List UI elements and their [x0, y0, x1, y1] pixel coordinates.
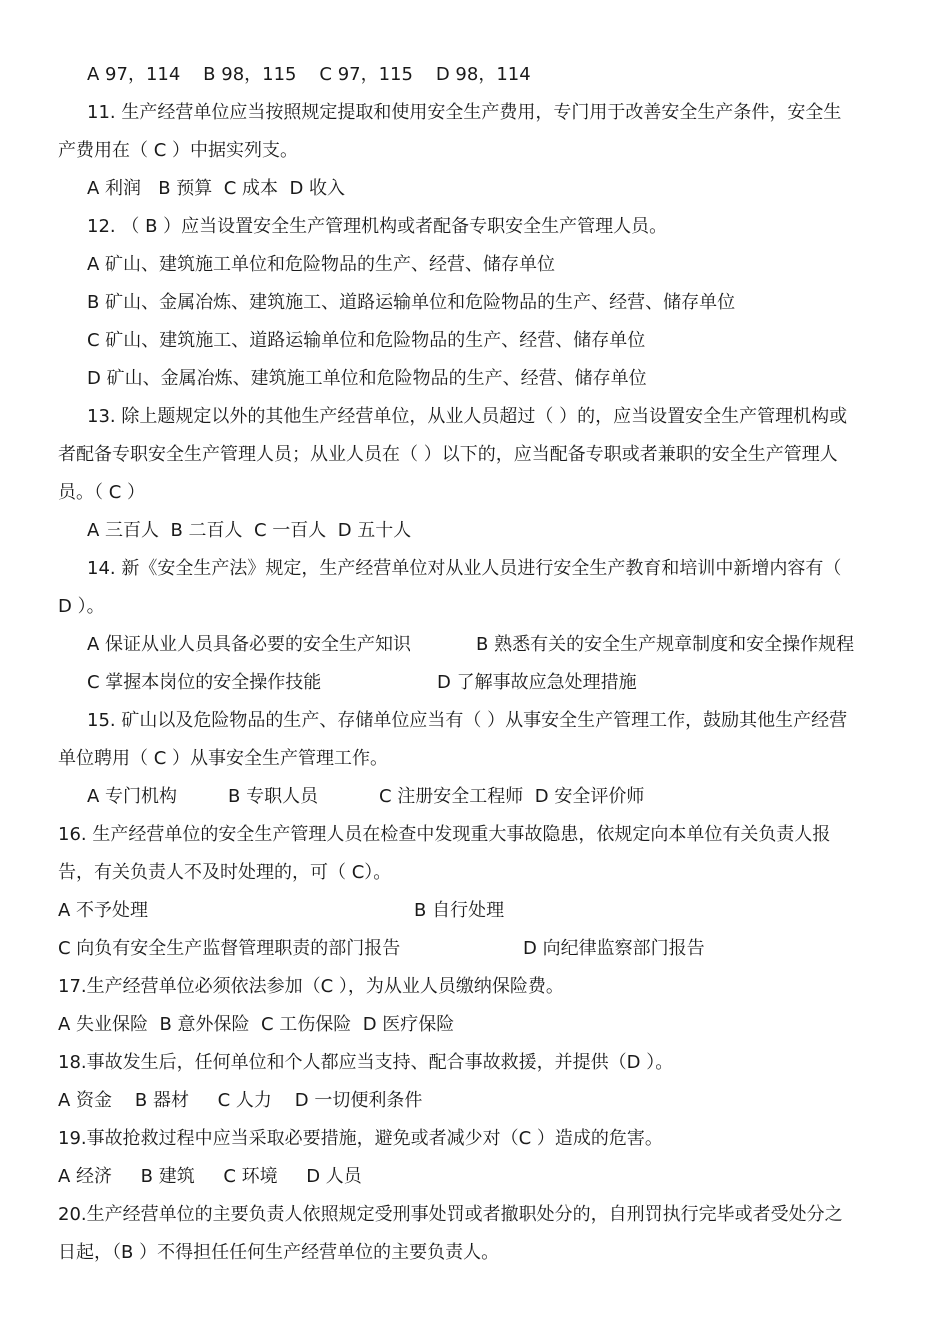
q13-options: A 三百人 B 二百人 C 一百人 D 五十人	[87, 520, 412, 541]
q16-option-b: B 自行处理	[414, 900, 505, 921]
q17-options: A 失业保险 B 意外保险 C 工伤保险 D 医疗保险	[58, 1014, 455, 1035]
q12-option-c: C 矿山、建筑施工、道路运输单位和危险物品的生产、经营、储存单位	[87, 330, 646, 351]
q15-option-b: B 专职人员	[228, 786, 319, 807]
q19-text: 19.事故抢救过程中应当采取必要措施，避免或者减少对（C ）造成的危害。	[58, 1128, 663, 1149]
q14-option-b: B 熟悉有关的安全生产规章制度和安全操作规程	[476, 634, 855, 655]
q18-text: 18.事故发生后，任何单位和个人都应当支持、配合事故救援，并提供（D ）。	[58, 1052, 674, 1073]
q19-options: A 经济 B 建筑 C 环境 D 人员	[58, 1166, 362, 1187]
q20-text-line2: 日起，（B ）不得担任任何生产经营单位的主要负责人。	[58, 1242, 500, 1263]
q12-option-d: D 矿山、金属冶炼、建筑施工单位和危险物品的生产、经营、储存单位	[87, 368, 647, 389]
q14-text-line1: 14. 新《安全生产法》规定，生产经营单位对从业人员进行安全生产教育和培训中新增内容有（	[87, 558, 842, 579]
q16-option-a: A 不予处理	[58, 900, 149, 921]
q15-option-a: A 专门机构	[87, 786, 178, 807]
q11-text-line1: 11. 生产经营单位应当按照规定提取和使用安全生产费用，专门用于改善安全生产条件，安全生	[87, 102, 842, 123]
q12-option-b: B 矿山、金属冶炼、建筑施工、道路运输单位和危险物品的生产、经营、储存单位	[87, 292, 736, 313]
q11-options: A 利润 B 预算 C 成本 D 收入	[87, 178, 346, 199]
q12-text: 12. （ B ）应当设置安全生产管理机构或者配备专职安全生产管理人员。	[87, 216, 668, 237]
q12-option-a: A 矿山、建筑施工单位和危险物品的生产、经营、储存单位	[87, 254, 556, 275]
q15-option-cd: C 注册安全工程师 D 安全评价师	[379, 786, 645, 807]
q15-text-line2: 单位聘用（ C ）从事安全生产管理工作。	[58, 748, 389, 769]
q16-option-c: C 向负有安全生产监督管理职责的部门报告	[58, 938, 401, 959]
q11-text-line2: 产费用在（ C ）中据实列支。	[58, 140, 299, 161]
q14-option-d: D 了解事故应急处理措施	[437, 672, 637, 693]
q14-option-c: C 掌握本岗位的安全操作技能	[87, 672, 322, 693]
q14-option-a: A 保证从业人员具备必要的安全生产知识	[87, 634, 412, 655]
q16-text-line1: 16. 生产经营单位的安全生产管理人员在检查中发现重大事故隐患，依规定向本单位有关负责人报	[58, 824, 831, 845]
q17-text: 17.生产经营单位必须依法参加（C ），为从业人员缴纳保险费。	[58, 976, 564, 997]
q13-text-line2: 者配备专职安全生产管理人员；从业人员在（ ）以下的，应当配备专职或者兼职的安全生产管理人	[58, 444, 838, 465]
q16-text-line2: 告，有关负责人不及时处理的，可（ C）。	[58, 862, 392, 883]
q15-text-line1: 15. 矿山以及危险物品的生产、存储单位应当有（ ）从事安全生产管理工作，鼓励其他生产经营	[87, 710, 848, 731]
q16-option-d: D 向纪律监察部门报告	[523, 938, 705, 959]
q18-options: A 资金 B 器材 C 人力 D 一切便利条件	[58, 1090, 423, 1111]
q14-text-line2: D ）。	[58, 596, 105, 617]
q10-options: A 97，114 B 98，115 C 97，115 D 98，114	[87, 64, 531, 85]
q13-text-line1: 13. 除上题规定以外的其他生产经营单位，从业人员超过（ ）的，应当设置安全生产管理机构或	[87, 406, 848, 427]
q20-text-line1: 20.生产经营单位的主要负责人依照规定受刑事处罚或者撤职处分的，自刑罚执行完毕或者受处分之	[58, 1204, 843, 1225]
q13-text-line3: 员。（ C ）	[58, 482, 146, 503]
